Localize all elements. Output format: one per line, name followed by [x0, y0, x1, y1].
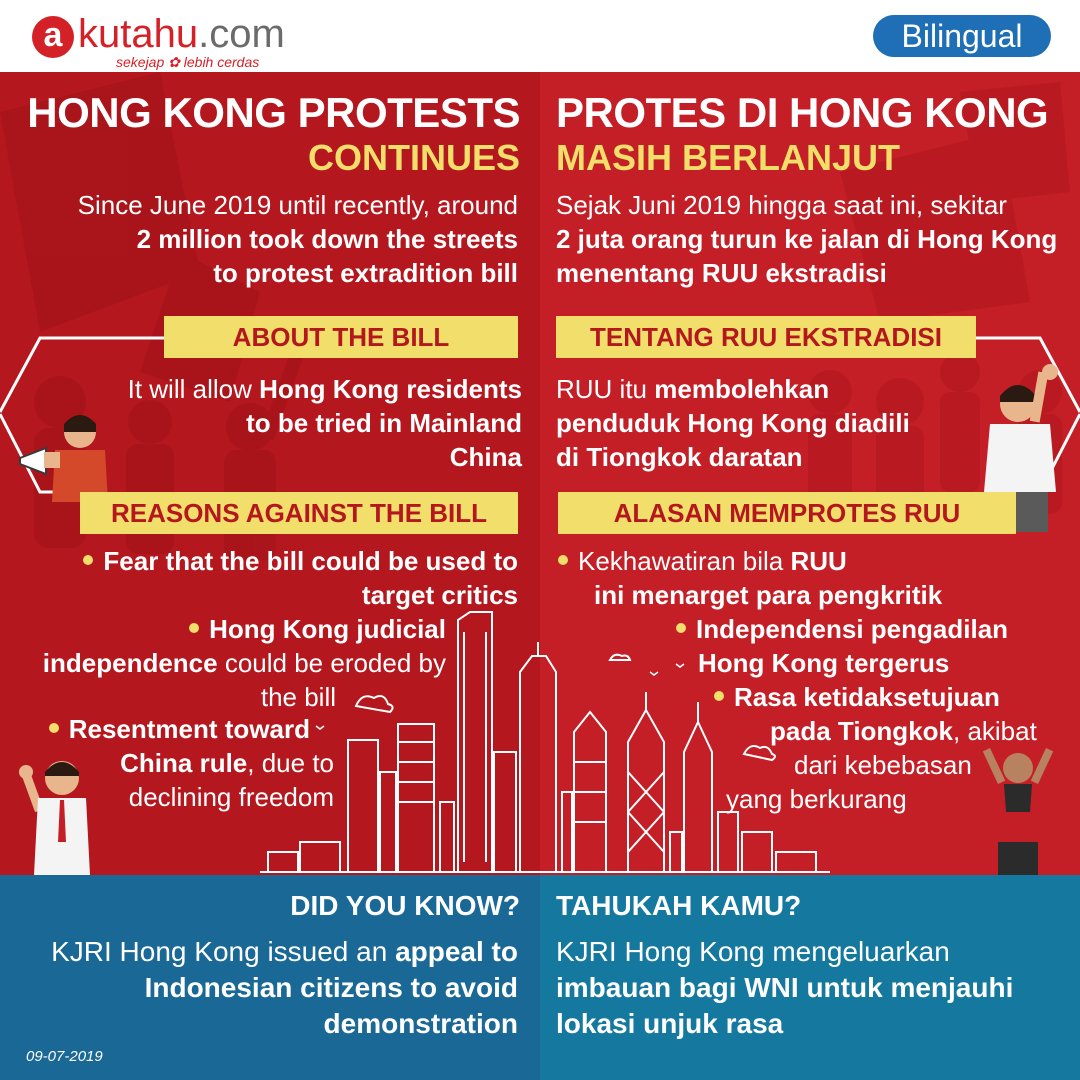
indonesian-about-line1 [556, 372, 829, 406]
did-you-know-en-line1-pre: KJRI Hong Kong issued an [51, 936, 396, 967]
english-about-line1-pre: It will allow [127, 374, 260, 404]
indonesian-title-line2: MASIH BERLANJUT [556, 137, 901, 178]
bullet-icon [83, 555, 93, 565]
indonesian-reason-3-text: Rasa ketidaksetujuan [734, 682, 1000, 712]
bullet-icon [714, 691, 724, 701]
bullet-icon [49, 723, 59, 733]
indonesian-reason-3-line3: dari kebebasan [794, 750, 972, 780]
bilingual-badge: Bilingual [873, 15, 1051, 57]
logo-wordmark [78, 12, 285, 56]
english-reason-3-line2 [120, 746, 334, 780]
english-reason-3-text: Resentment toward [68, 714, 310, 744]
indonesian-reason-3-line1 [714, 680, 1000, 714]
logo-name: kutahu [78, 12, 199, 56]
megaphone-protester-icon [20, 415, 108, 502]
indonesian-intro-line3: menentang RUU ekstradisi [556, 258, 887, 288]
logo-domain: .com [198, 12, 285, 56]
indonesian-reason-2-line2: Hong Kong tergerus [698, 648, 950, 678]
did-you-know-en-line1-bold: appeal to [395, 936, 518, 967]
bullet-icon [189, 623, 199, 633]
indonesian-title-line1: PROTES DI HONG KONG [556, 89, 1049, 136]
tentang-ruu-heading: TENTANG RUU EKSTRADISI [556, 316, 976, 358]
indonesian-intro-line2: 2 juta orang turun ke jalan di Hong Kong [556, 224, 1058, 254]
indonesian-reason-3-line2-bold: pada Tiongkok [770, 716, 953, 746]
indonesian-about-line2: penduduk Hong Kong diadili [556, 408, 910, 438]
english-title-line2: CONTINUES [307, 137, 520, 178]
did-you-know-en-line3: demonstration [323, 1008, 518, 1039]
tahukah-kamu-heading: TAHUKAH KAMU? [556, 890, 802, 921]
did-you-know-en-line2: Indonesian citizens to avoid [144, 972, 518, 1003]
office-protester-icon [19, 761, 90, 875]
english-intro-line1: Since June 2019 until recently, around [77, 190, 518, 220]
english-about-line3: China [449, 442, 522, 472]
indonesian-about-line1-pre: RUU itu [556, 374, 655, 404]
main-panel [0, 72, 1080, 875]
english-reason-2-line2-bold: independence [42, 648, 218, 678]
publish-date: 09-07-2019 [26, 1048, 103, 1065]
english-intro-line3: to protest extradition bill [213, 258, 518, 288]
logo-tagline: sekejap ✿ lebih cerdas [116, 54, 260, 70]
bullet-icon [676, 623, 686, 633]
english-reason-1-text: Fear that the bill could be used to [103, 546, 518, 576]
reasons-against-heading: REASONS AGAINST THE BILL [80, 492, 518, 534]
indonesian-reason-2-text: Independensi pengadilan [696, 614, 1009, 644]
english-reason-2-line2 [43, 646, 446, 680]
tahukah-kamu-line3: lokasi unjuk rasa [556, 1008, 784, 1039]
english-about-line1 [128, 372, 522, 406]
bullet-icon [558, 555, 568, 565]
indonesian-reason-1-line2: ini menarget para pengkritik [594, 580, 943, 610]
did-you-know-heading: DID YOU KNOW? [290, 890, 520, 921]
did-you-know-en-line1 [51, 934, 518, 970]
indonesian-about-line3: di Tiongkok daratan [556, 442, 803, 472]
english-reason-3-line1 [49, 712, 310, 746]
english-reason-1-line2: target critics [361, 580, 518, 610]
english-reason-3-line3: declining freedom [128, 782, 334, 812]
english-reason-2-line3: the bill [260, 682, 336, 712]
alasan-memprotes-heading: ALASAN MEMPROTES RUU [558, 492, 1016, 534]
indonesian-reason-1-pre: Kekhawatiran bila [578, 546, 791, 576]
indonesian-reason-3-line2 [770, 714, 1037, 748]
english-about-line1-bold: Hong Kong residents [259, 374, 522, 404]
indonesian-intro-line1: Sejak Juni 2019 hingga saat ini, sekitar [556, 190, 1007, 220]
indonesian-reason-3-line4: yang berkurang [726, 784, 907, 814]
logo-badge: a [32, 16, 74, 58]
english-title-line1: HONG KONG PROTESTS [27, 89, 520, 136]
indonesian-reason-3-line2-rest: , akibat [953, 716, 1037, 746]
english-reason-1-line1 [83, 544, 518, 578]
header [0, 0, 1080, 72]
english-intro-line2: 2 million took down the streets [136, 224, 518, 254]
english-reason-3-line2-rest: , due to [247, 748, 334, 778]
indonesian-about-line1-bold: membolehkan [654, 374, 830, 404]
indonesian-reason-1-line1 [558, 544, 847, 578]
tahukah-kamu-line1: KJRI Hong Kong mengeluarkan [556, 936, 950, 967]
english-reason-2-text: Hong Kong judicial [209, 614, 446, 644]
indonesian-reason-2-line1 [676, 612, 1008, 646]
about-the-bill-heading: ABOUT THE BILL [164, 316, 518, 358]
english-about-line2: to be tried in Mainland [246, 408, 522, 438]
english-reason-2-line1 [189, 612, 446, 646]
indonesian-reason-1-bold: RUU [790, 546, 847, 576]
english-reason-2-line2-rest: could be eroded by [217, 648, 446, 678]
english-reason-3-line2-bold: China rule [120, 748, 248, 778]
tahukah-kamu-line2: imbauan bagi WNI untuk menjauhi [556, 972, 1014, 1003]
cheering-protester-icon [983, 748, 1053, 875]
